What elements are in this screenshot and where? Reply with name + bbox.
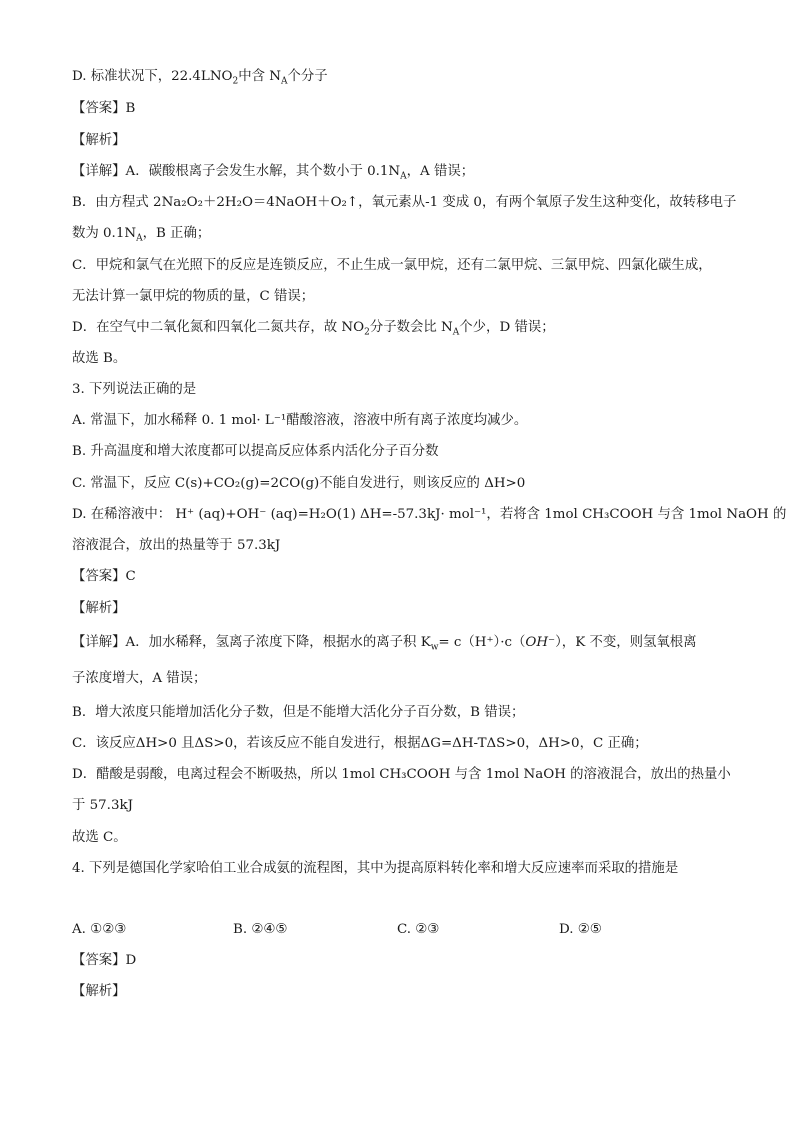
q4-answer: 【答案】D <box>72 953 137 968</box>
q2-detail-b-line1: B．由方程式 2Na₂O₂＋2H₂O＝4NaOH＋O₂↑，氧元素从-1 变成 0，有两个氧原子发生这种变化，故转移电子 <box>72 195 737 210</box>
q4-option-d: D. ②⑤ <box>559 922 602 937</box>
q4-stem: 4. 下列是德国化学家哈伯工业合成氨的流程图，其中为提高原料转化率和增大反应速率而采取的措施是 <box>72 861 679 876</box>
q3-detail-d-line2: 于 57.3kJ <box>72 798 133 813</box>
q2-detail-b-line2: 数为 $0.1N_A$，B 正确； <box>72 226 211 244</box>
q3-detail-b: B．增大浓度只能增加活化分子数，但是不能增大活化分子百分数，B 错误； <box>72 705 525 720</box>
q4-analysis-label: 【解析】 <box>72 984 126 999</box>
q2-analysis-label: 【解析】 <box>72 133 126 148</box>
q4-options <box>72 921 723 939</box>
q3-option-d-line2: 溶液混合，放出的热量等于 57.3kJ <box>72 538 281 553</box>
q2-option-d: D. 标准状况下，$22.4LNO_2$中含 $N_A$个分子 <box>72 69 328 87</box>
q4-option-b: B. ②④⑤ <box>233 922 288 937</box>
q4-option-c: C. ②③ <box>397 922 440 937</box>
q3-conclusion: 故选 C。 <box>72 830 127 845</box>
q3-detail-d-line1: D．醋酸是弱酸，电离过程会不断吸热，所以 1mol CH₃COOH 与含 1mol NaOH 的溶液混合，放出的热量小 <box>72 767 731 782</box>
q2-conclusion: 故选 B。 <box>72 351 127 366</box>
q4-option-a: A. ①②③ <box>72 922 127 937</box>
q3-stem: 3. 下列说法正确的是 <box>72 382 197 397</box>
q3-analysis-label: 【解析】 <box>72 601 126 616</box>
q2-detail-c-line2: 无法计算一氯甲烷的物质的量，C 错误； <box>72 289 315 304</box>
q3-detail-a-line2: 子浓度增大，A 错误； <box>72 671 207 686</box>
q2-detail-d: D．在空气中二氧化氮和四氧化二氮共存，故 $NO_2$分子数会比 $N_A$个少，D 错误； <box>72 320 555 338</box>
q2-answer: 【答案】B <box>72 101 136 116</box>
q2-detail-c-line1: C．甲烷和氯气在光照下的反应是连锁反应，不止生成一氯甲烷，还有二氯甲烷、三氯甲烷、四氯化碳生成， <box>72 258 712 273</box>
q3-answer: 【答案】C <box>72 569 136 584</box>
q3-detail-c: C．该反应ΔH>0 且ΔS>0，若该反应不能自发进行，根据ΔG=ΔH-TΔS>0，ΔH>0，C 正确； <box>72 736 648 751</box>
q3-option-b: B. 升高温度和增大浓度都可以提高反应体系内活化分子百分数 <box>72 444 439 459</box>
q3-option-d-line1: D. 在稀溶液中： H⁺ (aq)+OH⁻ (aq)=H₂O(1) ΔH=-57.3kJ· mol⁻¹，若将含 1mol CH₃COOH 与含 1mol NaOH 的 <box>72 507 787 522</box>
q3-option-a: A. 常温下，加水稀释 0. 1 mol· L⁻¹醋酸溶液，溶液中所有离子浓度均减少。 <box>72 413 528 428</box>
q3-option-c: C. 常温下，反应 C(s)+CO₂(g)=2CO(g)不能自发进行，则该反应的 ΔH>0 <box>72 476 526 491</box>
q2-detail-a: 【详解】A．碳酸根离子会发生水解，其个数小于 $0.1N_A$，A 错误； <box>72 164 475 182</box>
q3-detail-a-line1: 【详解】A．加水稀释，氢离子浓度下降，根据水的离子积 $K_w= c(H^+)\cdot c(OH^-)$，K 不变，则氢氧根离 <box>72 635 697 653</box>
